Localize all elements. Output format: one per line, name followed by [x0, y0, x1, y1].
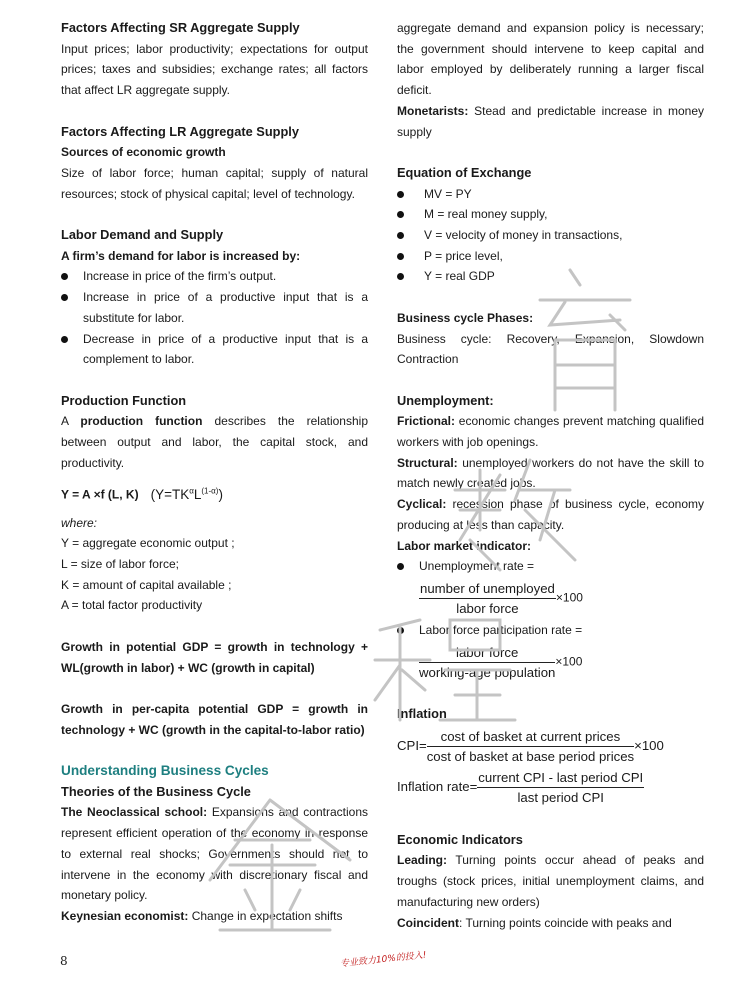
cyclical-text: Cyclical: recession phase of business cycle, economy producing at less than capacity.: [397, 497, 704, 532]
labor-market-indicator-heading: Labor market indicator:: [397, 538, 532, 553]
where-label: where:: [61, 515, 98, 530]
labor-heading: Labor Demand and Supply: [61, 227, 224, 242]
per-capita-gdp-growth: Growth in per-capita potential GDP = growth in technology + WC (growth in the capital-to-labor ratio): [61, 701, 368, 737]
list-item: Labor force participation rate = $\frac{\text{labor force}}{\text{working-age population}}$ ×100: [397, 620, 704, 682]
production-function-heading: Production Function: [61, 392, 187, 408]
business-cycles-section-title: Understanding Business Cycles: [61, 763, 269, 779]
definition-line: Y = aggregate economic output ;: [61, 536, 235, 551]
list-item: P = price level,: [397, 246, 704, 267]
theories-heading: Theories of the Business Cycle: [61, 783, 251, 799]
business-cycle-phases-text: Business cycle: Recovery, Expansion, Slowdown Contraction: [397, 331, 704, 367]
list-item: Y = real GDP: [397, 266, 704, 287]
lr-supply-heading: Factors Affecting LR Aggregate Supply: [61, 123, 299, 139]
unemployment-heading: Unemployment:: [397, 392, 494, 408]
coincident-indicator-text: Coincident: Turning points coincide with peaks and: [397, 915, 672, 930]
page-number: 8: [60, 954, 68, 968]
frictional-text: Frictional: economic changes prevent matching qualified workers with job openings.: [397, 414, 704, 450]
definition-line: A = total factor productivity: [61, 598, 203, 613]
keynesian-continued-text: aggregate demand and expansion policy is necessary; the government should intervene to keep capital and labor employed by deliberately running a larger fiscal deficit.: [397, 21, 704, 98]
economic-indicators-heading: Economic Indicators: [397, 831, 523, 847]
unemployment-rate-formula: $\frac{\text{number of unemployed}}{\text{labor force}}$ ×100: [420, 580, 583, 616]
cpi-formula: CPI= $\frac{\text{cost of basket at current prices}}{\text{cost of basket at base period prices}}$ ×100: [397, 729, 664, 765]
lr-supply-text: Size of labor force; human capital; supply of natural resources; stock of physical capital; level of technology.: [61, 165, 368, 201]
list-item: MV = PY: [397, 184, 704, 205]
definition-line: K = amount of capital available ;: [61, 577, 232, 592]
footer-note: 专业致力10%的投入!: [339, 950, 427, 970]
list-item: V = velocity of money in transactions,: [397, 225, 704, 246]
list-item: Decrease in price of a productive input that is a complement to labor.: [61, 329, 368, 370]
keynesian-text: Keynesian economist: Change in expectation shifts: [61, 908, 343, 923]
definition-line: L = size of labor force;: [61, 557, 179, 572]
list-item: Increase in price of the firm’s output.: [61, 266, 368, 287]
exchange-equation-list: [397, 184, 704, 288]
growth-sources-subheading: Sources of economic growth: [61, 145, 226, 160]
potential-gdp-growth: Growth in potential GDP = growth in technology + WL(growth in labor) + WC (growth in capital): [61, 639, 368, 675]
inflation-rate-formula: Inflation rate= $\frac{\text{current CPI - last period CPI}}{\text{last period CPI}}$: [397, 770, 644, 806]
inflation-heading: Inflation: [397, 706, 447, 722]
sr-supply-text: Input prices; labor productivity; expectations for output prices; taxes and subsidies; exchange rates; all factors that affect LR aggregate supply.: [61, 41, 368, 98]
left-column: [61, 18, 368, 927]
production-function-formula: Y = A ×f (L, K) $(Y=TK^\alpha L^{(1-\alpha)})$: [61, 486, 223, 502]
right-column: [397, 18, 704, 933]
list-item: Increase in price of a productive input that is a substitute for labor.: [61, 287, 368, 328]
structural-text: Structural: unemployed workers do not have the skill to match newly created jobs.: [397, 455, 704, 491]
list-item: Unemployment rate = $\frac{\text{number of unemployed}}{\text{labor force}}$ ×100: [397, 556, 704, 618]
production-function-text: A production function describes the relationship between output and labor, the capital stock, and productivity.: [61, 414, 368, 470]
labor-subheading: A firm’s demand for labor is increased by:: [61, 248, 301, 263]
participation-rate-formula: $\frac{\text{labor force}}{\text{working-age population}}$ ×100: [419, 644, 583, 680]
equation-of-exchange-heading: Equation of Exchange: [397, 164, 532, 180]
neoclassical-text: The Neoclassical school: Expansions and contractions represent efficient operation of the economy in response to external real shocks; Governments should not to intervene in the economy with discretionary fiscal and monetary policy.: [61, 805, 368, 903]
business-cycle-phases-heading: Business cycle Phases:: [397, 310, 534, 325]
labor-market-indicator-list: [397, 556, 704, 681]
sr-supply-heading: Factors Affecting SR Aggregate Supply: [61, 20, 300, 35]
list-item: M = real money supply,: [397, 204, 704, 225]
leading-indicator-text: Leading: Turning points occur ahead of peaks and troughs (stock prices, initial unemployment claims, and manufacturing new orders): [397, 853, 704, 909]
labor-demand-list: [61, 266, 368, 370]
monetarists-text: Monetarists: Stead and predictable increase in money supply: [397, 103, 704, 139]
